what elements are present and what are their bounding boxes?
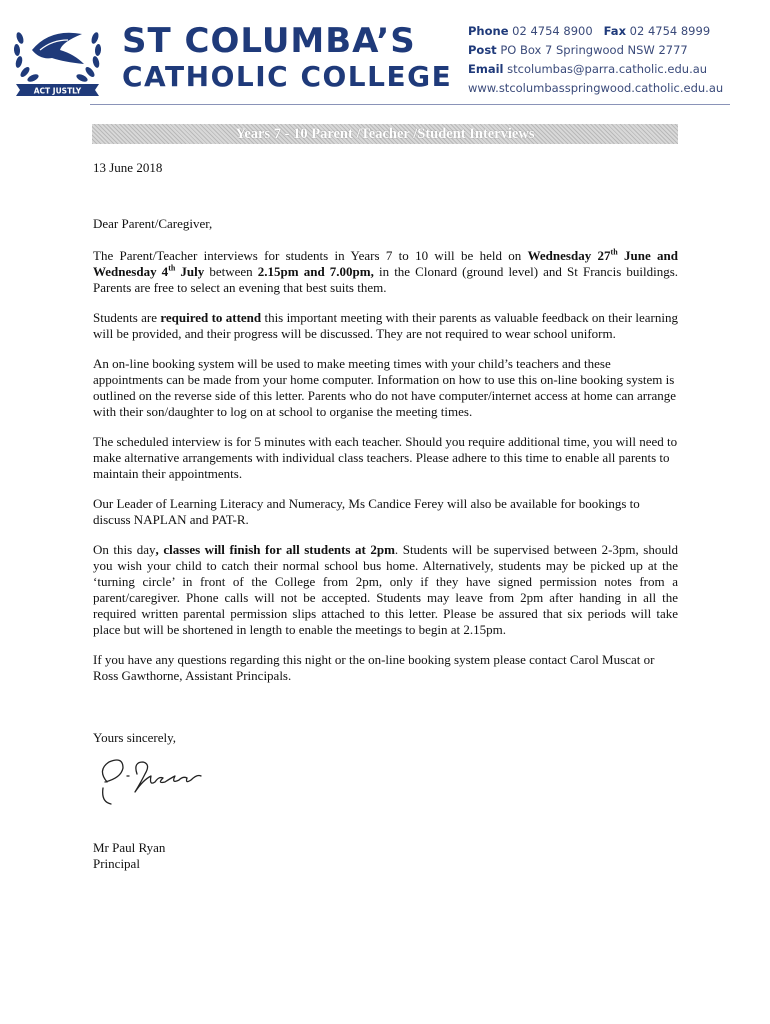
paragraph-attendance: Students are required to attend this important meeting with their parents as valuable feedback on their learning will be provided, and their progress will be discussed. They are not required to wear school uniform. — [93, 310, 678, 341]
signatory-title: Principal — [93, 856, 140, 871]
contact-phone-line — [468, 22, 758, 41]
paragraph-interview-length: The scheduled interview is for 5 minutes with each teacher. Should you require additional time, you will need to make alternative arrangements with individual class teachers. Please adhere to this time to enable all parents to maintain their appointments. — [93, 434, 678, 481]
school-name-line1: ST COLUMBA’S — [122, 21, 416, 61]
letter-title: Years 7 - 10 Parent /Teacher /Student Interviews — [92, 124, 678, 144]
crest-motto: ACT JUSTLY — [33, 86, 82, 96]
website-link[interactable]: www.stcolumbasspringwood.catholic.edu.au — [468, 81, 724, 95]
paragraph-booking-system: An on-line booking system will be used to make meeting times with your child’s teachers and these appointments can be made from your home computer. Information on how to use this on-line booking system is outlined on the reverse side of this letter. Parents who do not have computer/internet access at home can arrange with their son/daughter to log on at school to organise the meeting times. — [93, 356, 676, 419]
closing: Yours sincerely, — [93, 730, 177, 745]
contact-post-line — [468, 41, 758, 60]
phone-number: 02 4754 8900 — [512, 24, 593, 38]
signatory-name: Mr Paul Ryan — [93, 840, 166, 855]
contact-block — [468, 22, 758, 98]
contact-email-line — [468, 60, 758, 79]
header-divider — [90, 104, 730, 105]
email-link[interactable]: stcolumbas@parra.catholic.edu.au — [507, 62, 708, 76]
college-crest-logo — [10, 20, 105, 100]
phone-label: Phone — [468, 24, 509, 38]
paragraph-interview-dates: The Parent/Teacher interviews for students in Years 7 to 10 will be held on Wednesday 27th June and Wednesday 4th July between 2.15pm and 7.00pm, in the Clonard (ground level) and St Francis buildings. Parents are free to select an evening that best suits them. — [93, 247, 679, 295]
school-name-line2: CATHOLIC COLLEGE — [122, 60, 453, 93]
post-address: PO Box 7 Springwood NSW 2777 — [500, 43, 688, 57]
post-label: Post — [468, 43, 497, 57]
email-label: Email — [468, 62, 504, 76]
principal-signature — [93, 752, 223, 814]
salutation: Dear Parent/Caregiver, — [93, 216, 213, 231]
school-name — [122, 22, 452, 94]
paragraph-early-finish: On this day, classes will finish for all students at 2pm. Students will be supervised between 2-3pm, should you wish your child to catch their normal school bus home. Alternatively, students may be picked up at the ‘turning circle’ in front of the College from 2pm, only if they have signed permission notes from a parent/caregiver. Phone calls will not be accepted. Students may leave from 2pm after handing in all the required written parental permission slips attached to this letter. Please be assured that six periods will take place but will be shortened in length to enable the meetings to begin at 2.15pm. — [93, 542, 678, 637]
paragraph-literacy-leader: Our Leader of Learning Literacy and Numeracy, Ms Candice Ferey will also be available for bookings to discuss NAPLAN and PAT-R. — [93, 496, 640, 527]
paragraph-contact: If you have any questions regarding this night or the on-line booking system please contact Carol Muscat or Ross Gawthorne, Assistant Principals. — [93, 652, 655, 683]
letter-body — [93, 160, 678, 872]
fax-number: 02 4754 8999 — [629, 24, 711, 38]
letter-date: 13 June 2018 — [93, 160, 163, 175]
fax-label: Fax — [603, 24, 626, 38]
